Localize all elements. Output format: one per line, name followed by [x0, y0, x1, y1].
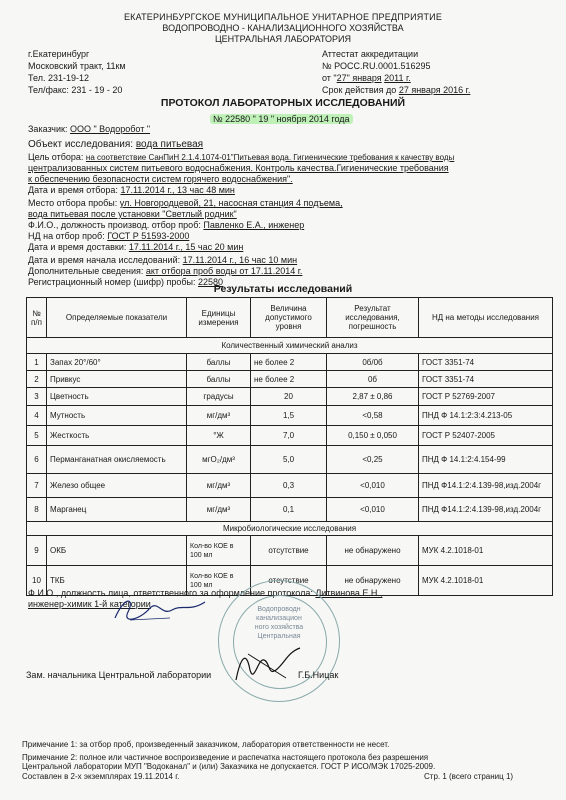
row-number: 8: [27, 498, 47, 522]
row-method: ГОСТ Р 52407-2005: [419, 426, 553, 446]
table-row: [27, 536, 553, 566]
note-2a: Примечание 2: полное или частичное воспроизведение и распечатка настоящего протокола без разрешения: [22, 752, 429, 762]
row-indicator: Цветность: [47, 388, 187, 406]
nd-line: НД на отбор проб: ГОСТ Р 51593-2000: [28, 231, 190, 241]
protocol-title: ПРОТОКОЛ ЛАБОРАТОРНЫХ ИССЛЕДОВАНИЙ: [160, 97, 406, 109]
section-micro-label: Микробиологические исследования: [27, 522, 553, 536]
row-result: 0б/0б: [327, 354, 419, 371]
delivery-line: Дата и время доставки: 17.11.2014 г., 15 час 20 мин: [28, 242, 244, 252]
row-result: <0,010: [327, 498, 419, 522]
place-line-2: вода питьевая после установки "Светлый родник": [28, 209, 237, 219]
row-number: 10: [27, 566, 47, 596]
table-row: [27, 474, 553, 498]
row-method: ПНД Ф 14.1:2:3:4.213-05: [419, 406, 553, 426]
row-limit: отсутствие: [251, 536, 327, 566]
row-unit: градусы: [187, 388, 251, 406]
extra-line: Дополнительные сведения: акт отбора проб воды от 17.11.2014 г.: [28, 266, 303, 276]
row-unit: мг/дм³: [187, 474, 251, 498]
row-unit: мгО₂/дм³: [187, 446, 251, 474]
org-line-3: ЦЕНТРАЛЬНАЯ ЛАБОРАТОРИЯ: [214, 34, 352, 44]
address-city: г.Екатеринбург: [28, 49, 90, 59]
header-indicator: Определяемые показатели: [47, 298, 187, 338]
accreditation-date: от "27" января 2011 г.: [322, 73, 411, 83]
table-row: [27, 446, 553, 474]
purpose-line-3: к обеспечению безопасности систем горячего водоснабжения".: [28, 174, 293, 184]
row-result: не обнаружено: [327, 566, 419, 596]
row-method: ГОСТ 3351-74: [419, 371, 553, 388]
row-limit: 0,3: [251, 474, 327, 498]
header-method: НД на методы исследования: [419, 298, 553, 338]
responsible-line: Ф.И.О., должность лица, ответственного за оформление протокола: Литвинова Е.Н.,: [28, 588, 383, 598]
org-line-2: ВОДОПРОВОДНО - КАНАЛИЗАЦИОННОГО ХОЗЯЙСТВА: [162, 23, 404, 33]
header-result: Результат исследования, погрешность: [327, 298, 419, 338]
accreditation-title: Аттестат аккредитации: [322, 49, 419, 59]
row-method: ГОСТ 3351-74: [419, 354, 553, 371]
row-result: <0,010: [327, 474, 419, 498]
address-block: [28, 48, 208, 96]
customer-line: Заказчик: ООО " Водоробот ": [28, 124, 151, 134]
row-indicator: Запах 20°/60°: [47, 354, 187, 371]
row-number: 2: [27, 371, 47, 388]
row-indicator: ОКБ: [47, 536, 187, 566]
note-2b: Центральной лаборатории МУП "Водоканал" и (или) Заказчика не допускается. ГОСТ Р ИСО/МЭК 17025-2009.: [22, 762, 436, 771]
protocol-number-text: № 22580 " 19 " ноября 2014 года: [210, 114, 353, 124]
page-number: Стр. 1 (всего страниц 1): [424, 772, 514, 781]
header-limit: Величина допустимого уровня: [251, 298, 327, 338]
table-row: [27, 406, 553, 426]
row-indicator: ТКБ: [47, 566, 187, 596]
row-indicator: Железо общее: [47, 474, 187, 498]
sampling-datetime-line: Дата и время отбора: 17.11.2014 г., 13 час 48 мин: [28, 185, 235, 195]
row-result: не обнаружено: [327, 536, 419, 566]
purpose-line: Цель отбора: на соответствие СанПиН 2.1.4.1074-01"Питьевая вода. Гигиенические требования к качеству воды: [28, 152, 455, 162]
row-unit: мг/дм³: [187, 406, 251, 426]
row-unit: Кол-во КОЕ в 100 мл: [187, 536, 251, 566]
row-method: ГОСТ Р 52769-2007: [419, 388, 553, 406]
results-table: [26, 297, 553, 596]
row-method: ПНД Ф14.1:2:4.139-98,изд.2004г: [419, 474, 553, 498]
row-number: 4: [27, 406, 47, 426]
row-limit: 20: [251, 388, 327, 406]
address-street: Московский тракт, 11км: [28, 61, 126, 71]
row-limit: 5,0: [251, 446, 327, 474]
head-name: Г.Б.Ницак: [298, 670, 339, 680]
purpose-line-2: централизованных систем питьевого водоснабжения. Контроль качества.Гигиенические требования: [28, 163, 449, 173]
table-header-row: [27, 298, 553, 338]
org-header: [0, 12, 566, 45]
row-result: <0,58: [327, 406, 419, 426]
row-number: 3: [27, 388, 47, 406]
section-row-micro: [27, 522, 553, 536]
place-line: Место отбора пробы: ул. Новгородцевой, 21, насосная станция 4 подъема,: [28, 198, 343, 208]
note-1: Примечание 1: за отбор проб, произведенный заказчиком, лаборатория ответственности не несет.: [22, 740, 390, 749]
reg-line: Регистрационный номер (шифр) пробы: 22580: [28, 277, 224, 287]
table-row: [27, 498, 553, 522]
responsible-position: инженер-химик 1-й категории: [28, 599, 151, 609]
row-number: 7: [27, 474, 47, 498]
row-limit: не более 2: [251, 354, 327, 371]
row-indicator: Жесткость: [47, 426, 187, 446]
row-number: 5: [27, 426, 47, 446]
row-unit: баллы: [187, 371, 251, 388]
table-row: [27, 426, 553, 446]
row-limit: отсутствие: [251, 566, 327, 596]
section-chem-label: Количественный химический анализ: [27, 338, 553, 354]
table-row: [27, 371, 553, 388]
org-line-1: ЕКАТЕРИНБУРГСКОЕ МУНИЦИПАЛЬНОЕ УНИТАРНОЕ ПРЕДПРИЯТИЕ: [123, 12, 443, 22]
row-unit: баллы: [187, 354, 251, 371]
row-indicator: Привкус: [47, 371, 187, 388]
accreditation-validity: Срок действия до 27 января 2016 г.: [322, 85, 471, 95]
row-indicator: Марганец: [47, 498, 187, 522]
row-result: 2,87 ± 0,86: [327, 388, 419, 406]
start-line: Дата и время начала исследований: 17.11.2014 г., 16 час 10 мин: [28, 255, 298, 265]
row-unit: мг/дм³: [187, 498, 251, 522]
row-number: 1: [27, 354, 47, 371]
row-number: 9: [27, 536, 47, 566]
head-title: Зам. начальника Центральной лаборатории: [26, 670, 212, 680]
sampler-line: Ф.И.О., должность производ. отбор проб: Павленко Е.А., инженер: [28, 220, 305, 230]
row-unit: °Ж: [187, 426, 251, 446]
copies-note: Составлен в 2-х экземплярах 19.11.2014 г.: [22, 772, 180, 781]
row-method: МУК 4.2.1018-01: [419, 566, 553, 596]
row-unit: Кол-во КОЕ в 100 мл: [187, 566, 251, 596]
row-limit: 7,0: [251, 426, 327, 446]
signature-responsible: [110, 590, 220, 630]
row-result: <0,25: [327, 446, 419, 474]
accreditation-number: № РОСС.RU.0001.516295: [322, 61, 431, 71]
object-line: Объект исследования: вода питьевая: [28, 139, 204, 150]
row-method: ПНД Ф14.1:2:4.139-98,изд.2004г: [419, 498, 553, 522]
row-indicator: Мутность: [47, 406, 187, 426]
row-number: 6: [27, 446, 47, 474]
row-method: ПНД Ф 14.1:2:4.154-99: [419, 446, 553, 474]
row-limit: 0,1: [251, 498, 327, 522]
protocol-number: [210, 109, 360, 124]
row-indicator: Перманганатная окисляемость: [47, 446, 187, 474]
row-result: 0,150 ± 0,050: [327, 426, 419, 446]
header-unit: Единицы измерения: [187, 298, 251, 338]
table-row: [27, 388, 553, 406]
notes-block: [22, 740, 552, 772]
row-limit: 1,5: [251, 406, 327, 426]
meta-block: [28, 124, 558, 288]
stamp-text: Водопроводн канализацион ного хозяйства Центральная: [254, 606, 304, 640]
address-tel: Тел. 231-19-12: [28, 73, 89, 83]
row-limit: не более 2: [251, 371, 327, 388]
section-row-chem: [27, 338, 553, 354]
row-method: МУК 4.2.1018-01: [419, 536, 553, 566]
address-fax: Тел/факс: 231 - 19 - 20: [28, 85, 123, 95]
header-number: № п/п: [27, 298, 47, 338]
row-result: 0б: [327, 371, 419, 388]
accreditation-block: [322, 48, 552, 96]
table-row: [27, 354, 553, 371]
results-title: Результаты исследований: [213, 283, 353, 295]
signature-head: [228, 640, 308, 685]
